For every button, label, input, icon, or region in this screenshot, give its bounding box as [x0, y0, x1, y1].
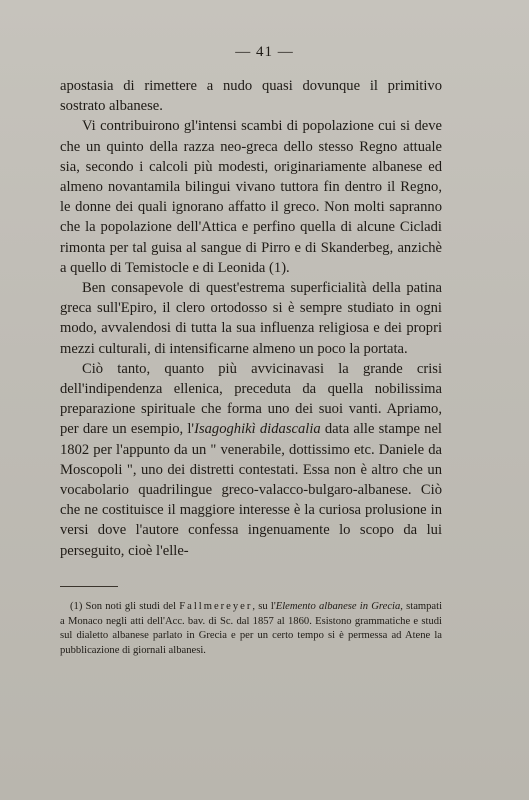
paragraph-orthodox-clergy: Ben consapevole di quest'estrema superficialità della patina greca sull'Epiro, il clero ortodosso si è sempre studiato in ogni modo, avvalendosi di tutta la sua influenza religiosa e dei propri mezzi culturali, di intensificarne almeno un poco la portata. [60, 280, 442, 357]
paragraph-population-exchanges: Vi contribuirono gl'intensi scambi di popolazione cui si deve che un quinto della razza neo-greca dello stesso Regno attuale sia, secondo i calcoli più modesti, originariamente albanese ed almeno novantamila bilingui vivano tuttora fin dentro il Regno, le donne dei quali ignorano affatto il greco. Non molti sapranno che la popolazione dell'Attica e perfino quella di alcune Cicladi rimonta per tal guisa al sangue di Pirro e di Skanderbeg, anzichè a quello di Temistocle e di Leonida (1). [60, 118, 442, 276]
author-name: Fallmereyer [179, 601, 253, 612]
work-title: Elemento albanese in Grecia [275, 601, 401, 612]
footnote-text-part: (1) Son noti gli studi del [70, 601, 180, 612]
footnote-text-part: , stampati a Monaco negli atti dell'Acc. bav. di Sc. dal 1857 al 1860. Esistono grammatiche e studi sul dialetto albanese parlato in Grecia e per un certo tempo si è permessa ad Atene la pubblicazione di giornali albanesi. [60, 601, 443, 656]
footnote-separator [60, 586, 118, 587]
page-number: — 41 — [235, 44, 294, 60]
footnote-1 [60, 600, 442, 658]
footnote-text-part: , su l' [252, 601, 276, 612]
paragraph-independence-crisis [60, 359, 442, 561]
book-title-isagoghiki: Isagoghikì didascalia [194, 421, 321, 438]
paragraph-text-part: Ciò tanto, quanto più avvicinavasi la grande crisi dell'indipendenza ellenica, preceduta da quella nobilissima preparazione spirituale che forma uno dei suoi vanti. Apriamo, per dare un esempio, l' [60, 360, 442, 438]
paragraph-text-part: data alle stampe nel 1802 per l'appunto da un " venerabile, dottissimo etc. Daniele da Moscopoli ", uno dei distretti contestati. Essa non è altro che un vocabolario quadrilingue greco-valacco-bulgaro-albanese. Ciò che ne costituisce il maggiore interesse è la curiosa prolusione in versi dove l'autore confessa ingenuamente lo scopo da lui perseguito, cioè l'elle- [60, 421, 442, 559]
main-text [60, 76, 442, 561]
footnote [60, 600, 442, 658]
paragraph-continuation: apostasia di rimettere a nudo quasi dovunque il primitivo sostrato albanese. [60, 78, 442, 115]
